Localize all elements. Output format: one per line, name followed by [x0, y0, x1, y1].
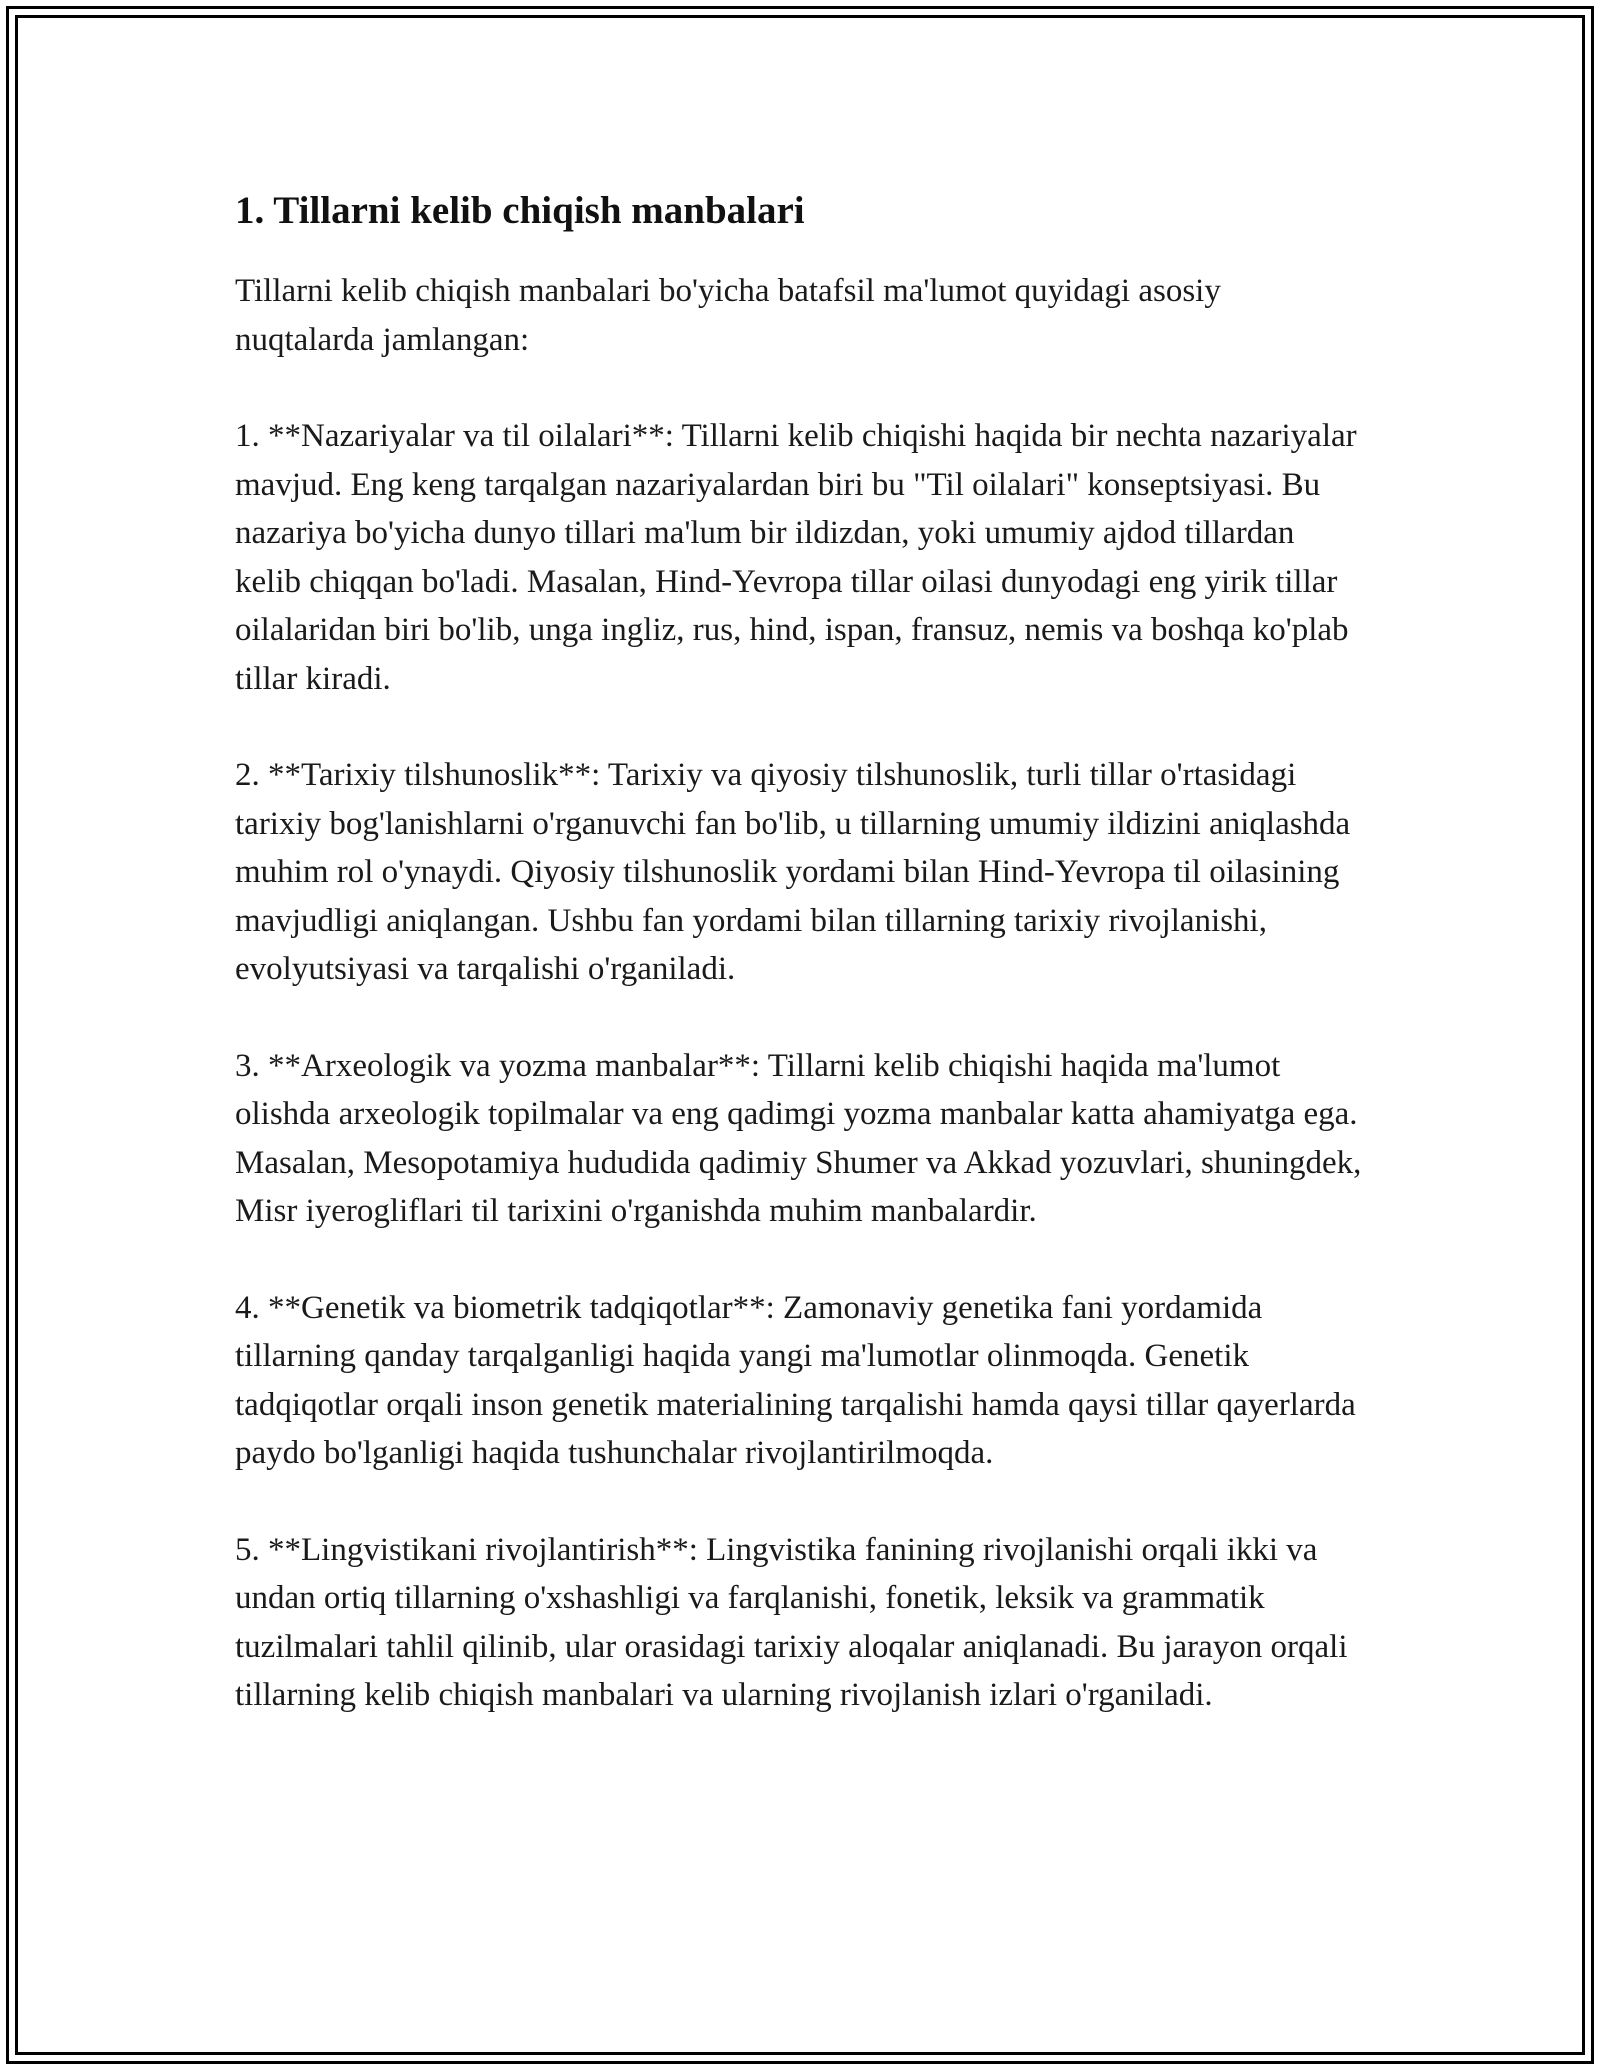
intro-paragraph: Tillarni kelib chiqish manbalari bo'yicha batafsil ma'lumot quyidagi asosiy nuqtalarda jamlangan:	[235, 273, 1221, 358]
document-title: 1. Tillarni kelib chiqish manbalari	[235, 189, 805, 232]
document-body	[235, 185, 1365, 1768]
section-paragraph-5: 5. **Lingvistikani rivojlantirish**: Lingvistika fanining rivojlanishi orqali ikki va undan ortiq tillarning o'xshashligi va farqlanishi, fonetik, leksik va grammatik tuzilmalari tahlil qilinib, ular orasidagi tarixiy aloqalar aniqlanadi. Bu jarayon orqali tillarning kelib chiqish manbalari va ularning rivojlanish izlari o'rganiladi.	[235, 1531, 1348, 1713]
section-paragraph-2: 2. **Tarixiy tilshunoslik**: Tarixiy va qiyosiy tilshunoslik, turli tillar o'rtasidagi tarixiy bog'lanishlarni o'rganuvchi fan bo'lib, u tillarning umumiy ildizini aniqlashda muhim rol o'ynaydi. Qiyosiy tilshunoslik yordami bilan Hind-Yevropa til oilasining mavjudligi aniqlangan. Ushbu fan yordami bilan tillarning tarixiy rivojlanishi, evolyutsiyasi va tarqalishi o'rganiladi.	[235, 757, 1351, 987]
section-paragraph-1: 1. **Nazariyalar va til oilalari**: Tillarni kelib chiqishi haqida bir nechta nazariyalar mavjud. Eng keng tarqalgan nazariyalardan biri bu "Til oilalari" konseptsiyasi. Bu nazariya bo'yicha dunyo tillari ma'lum bir ildizdan, yoki umumiy ajdod tillardan kelib chiqqan bo'ladi. Masalan, Hind-Yevropa tillar oilasi dunyodagi eng yirik tillar oilalaridan biri bo'lib, unga ingliz, rus, hind, ispan, fransuz, nemis va boshqa ko'plab tillar kiradi.	[235, 418, 1357, 697]
section-paragraph-4: 4. **Genetik va biometrik tadqiqotlar**: Zamonaviy genetika fani yordamida tillarning qanday tarqalganligi haqida yangi ma'lumotlar olinmoqda. Genetik tadqiqotlar orqali inson genetik materialining tarqalishi hamda qaysi tillar qayerlarda paydo bo'lganligi haqida tushunchalar rivojlantirilmoqda.	[235, 1289, 1356, 1471]
section-paragraph-3: 3. **Arxeologik va yozma manbalar**: Tillarni kelib chiqishi haqida ma'lumot olishda arxeologik topilmalar va eng qadimgi yozma manbalar katta ahamiyatga ega. Masalan, Mesopotamiya hududida qadimiy Shumer va Akkad yozuvlari, shuningdek, Misr iyerogliflari til tarixini o'rganishda muhim manbalardir.	[235, 1047, 1362, 1229]
